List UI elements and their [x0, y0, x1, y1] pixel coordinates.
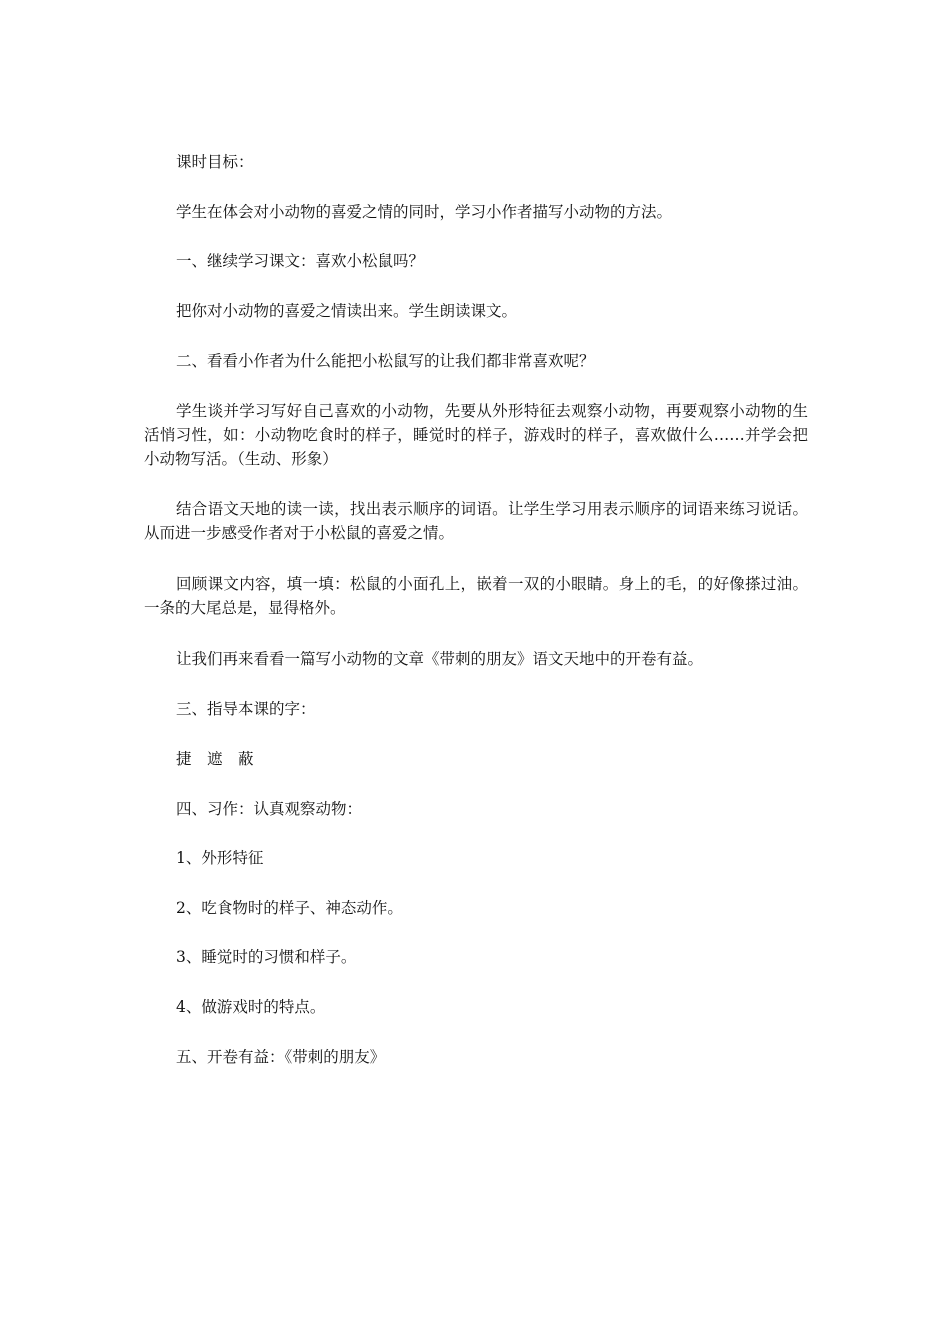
section-three-heading: 三、指导本课的字： [176, 700, 316, 718]
characters-list: 捷 遮 蔽 [176, 750, 254, 768]
list-item-4: 4、做游戏时的特点。 [176, 998, 326, 1016]
list-item-1: 1、外形特征 [176, 849, 264, 867]
document-page [144, 0, 808, 1344]
list-item-2: 2、吃食物时的样子、神态动作。 [176, 899, 403, 917]
list-item-3: 3、睡觉时的习惯和样子。 [176, 948, 357, 966]
lesson-objective-heading: 课时目标： [176, 153, 254, 171]
section-two-text: 学生谈并学习写好自己喜欢的小动物，先要从外形特征去观察小动物，再要观察小动物的生活悄习性，如：小动物吃食时的样子，睡觉时的样子，游戏时的样子，喜欢做什么……并学会把小动物写活。（生动、形象） [144, 402, 808, 468]
fill-in-blank-paragraph: 回顾课文内容，填一填：松鼠的小面孔上，嵌着一双的小眼睛。身上的毛，的好像搽过油。一条的大尾总是，显得格外。 [144, 575, 808, 617]
section-four-heading: 四、习作：认真观察动物： [176, 800, 363, 818]
section-one-heading: 一、继续学习课文：喜欢小松鼠吗？ [176, 252, 425, 270]
section-one-text: 把你对小动物的喜爱之情读出来。学生朗读课文。 [176, 302, 518, 320]
lesson-objective-text: 学生在体会对小动物的喜爱之情的同时，学习小作者描写小动物的方法。 [176, 203, 673, 221]
sequence-words-paragraph: 结合语文天地的读一读，找出表示顺序的词语。让学生学习用表示顺序的词语来练习说话。从而进一步感受作者对于小松鼠的喜爱之情。 [144, 500, 808, 542]
section-five-heading: 五、开卷有益：《带刺的朋友》 [176, 1048, 386, 1066]
section-two-heading: 二、看看小作者为什么能把小松鼠写的让我们都非常喜欢呢？ [176, 352, 595, 370]
reading-paragraph: 让我们再来看看一篇写小动物的文章《带刺的朋友》语文天地中的开卷有益。 [176, 650, 704, 668]
